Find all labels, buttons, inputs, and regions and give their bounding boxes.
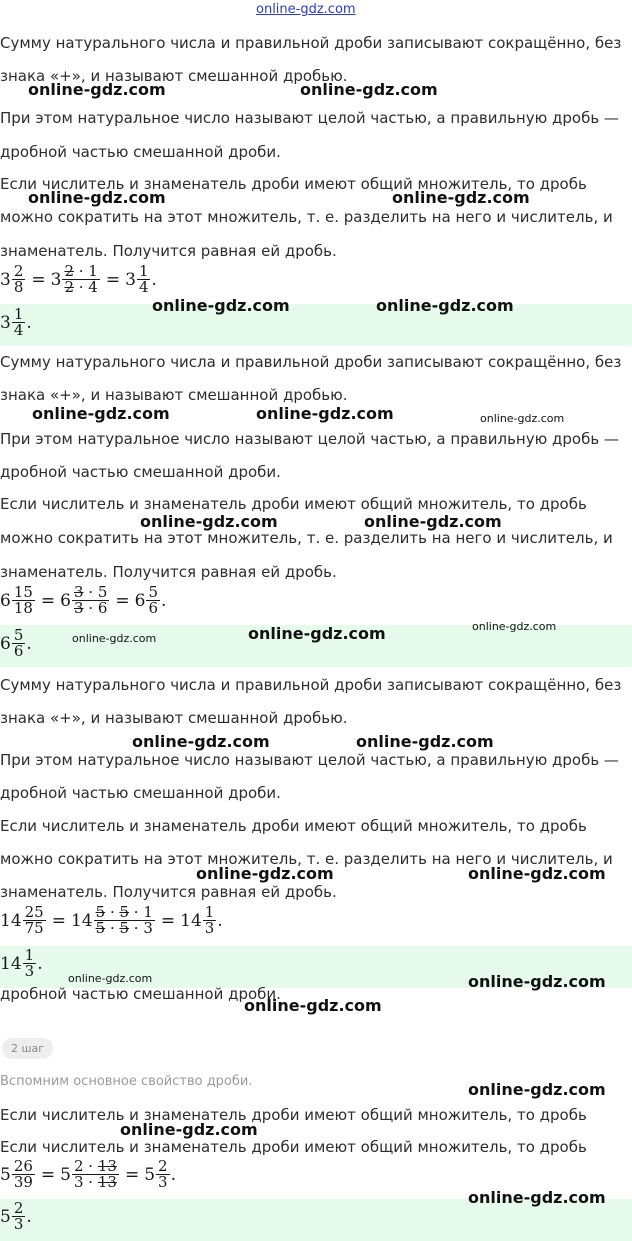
paragraph-reduce-line3: знаменатель. Получится равная ей дробь. [0,242,337,260]
paragraph-reduce-line2: можно сократить на этот множитель, т. е. разделить на него и числитель, и [0,208,613,226]
paragraph-natural-line1: При этом натуральное число называют целой частью, а правильную дробь — [0,430,619,448]
watermark: online-gdz.com [152,296,290,315]
paragraph-tail: дробной частью смешанной дроби. [0,985,281,1003]
paragraph-reduce-cut: Если числитель и знаменатель дроби имеют общий множитель, то дробь [0,1138,587,1156]
answer-2: 6 $\frac{5}{6}$ . [0,626,32,660]
watermark: online-gdz.com [140,512,278,531]
answer-band-1 [0,304,632,346]
paragraph-reduce-line1: Если числитель и знаменатель дроби имеют общий множитель, то дробь [0,175,587,193]
watermark: online-gdz.com [28,80,166,99]
paragraph-natural-line2: дробной частью смешанной дроби. [0,463,281,481]
paragraph-reduce-line3: знаменатель. Получится равная ей дробь. [0,883,337,901]
paragraph-reduce-line1: Если числитель и знаменатель дроби имеют общий множитель, то дробь [0,495,587,513]
watermark: online-gdz.com [392,188,530,207]
watermark: online-gdz.com [196,864,334,883]
watermark-top[interactable]: online-gdz.com [256,2,356,17]
paragraph-reduce-line2: можно сократить на этот множитель, т. е. разделить на него и числитель, и [0,850,613,868]
paragraph-reduce-line3: знаменатель. Получится равная ей дробь. [0,563,337,581]
paragraph-sum-line2: знака «+», и называют смешанной дробью. [0,386,348,404]
equation-4: 5 $\frac{26}{39}$ = 5 $\frac{2 \cdot 13}{3 \cdot 13}$ = 5 $\frac{2}{3}$ . [0,1157,176,1191]
paragraph-reduce-line2: можно сократить на этот множитель, т. е. разделить на него и числитель, и [0,529,613,547]
paragraph-natural-line1: При этом натуральное число называют целой частью, а правильную дробь — [0,751,619,769]
watermark: online-gdz.com [468,1188,606,1207]
paragraph-natural-line2: дробной частью смешанной дроби. [0,143,281,161]
watermark: online-gdz.com [376,296,514,315]
paragraph-sum-line1: Сумму натурального числа и правильной дроби записывают сокращённо, без [0,353,622,371]
answer-4: 5 $\frac{2}{3}$ . [0,1199,32,1233]
watermark: online-gdz.com [32,404,170,423]
watermark: online-gdz.com [120,1120,258,1139]
watermark: online-gdz.com [468,972,606,991]
watermark: online-gdz.com [244,996,382,1015]
paragraph-sum-line1: Сумму натурального числа и правильной дроби записывают сокращённо, без [0,676,622,694]
answer-3: 14 $\frac{1}{3}$ . [0,946,43,980]
paragraph-natural-line1: При этом натуральное число называют целой частью, а правильную дробь — [0,109,619,127]
watermark: online-gdz.com [72,632,157,645]
equation-1: 3 $\frac{2}{8}$ = 3 $\frac{2 \cdot 1}{2 \cdot 4}$ = 3 $\frac{1}{4}$ . [0,262,157,296]
equation-3: 14 $\frac{25}{75}$ = 14 $\frac{5 \cdot 5 \cdot 1}{5 \cdot 5 \cdot 3}$ = 14 $\frac{1}{3}$ . [0,903,223,937]
watermark: online-gdz.com [28,188,166,207]
paragraph-recall: Вспомним основное свойство дроби. [0,1074,253,1089]
watermark: online-gdz.com [364,512,502,531]
paragraph-reduce-line1: Если числитель и знаменатель дроби имеют общий множитель, то дробь [0,1106,587,1124]
paragraph-sum-line2: знака «+», и называют смешанной дробью. [0,67,348,85]
answer-1: 3 $\frac{1}{4}$ . [0,305,32,339]
watermark: online-gdz.com [468,1080,606,1099]
watermark: online-gdz.com [472,620,557,633]
step-badge: 2 шаг [2,1038,53,1059]
paragraph-reduce-line1: Если числитель и знаменатель дроби имеют общий множитель, то дробь [0,817,587,835]
equation-2: 6 $\frac{15}{18}$ = 6 $\frac{3 \cdot 5}{3 \cdot 6}$ = 6 $\frac{5}{6}$ . [0,583,167,617]
paragraph-sum-line1: Сумму натурального числа и правильной дроби записывают сокращённо, без [0,34,622,52]
paragraph-sum-line2: знака «+», и называют смешанной дробью. [0,709,348,727]
watermark: online-gdz.com [468,864,606,883]
paragraph-natural-line2: дробной частью смешанной дроби. [0,784,281,802]
watermark: online-gdz.com [256,404,394,423]
watermark: online-gdz.com [132,732,270,751]
watermark: online-gdz.com [480,412,565,425]
watermark: online-gdz.com [300,80,438,99]
watermark: online-gdz.com [68,972,153,985]
watermark: online-gdz.com [356,732,494,751]
watermark: online-gdz.com [248,624,386,643]
